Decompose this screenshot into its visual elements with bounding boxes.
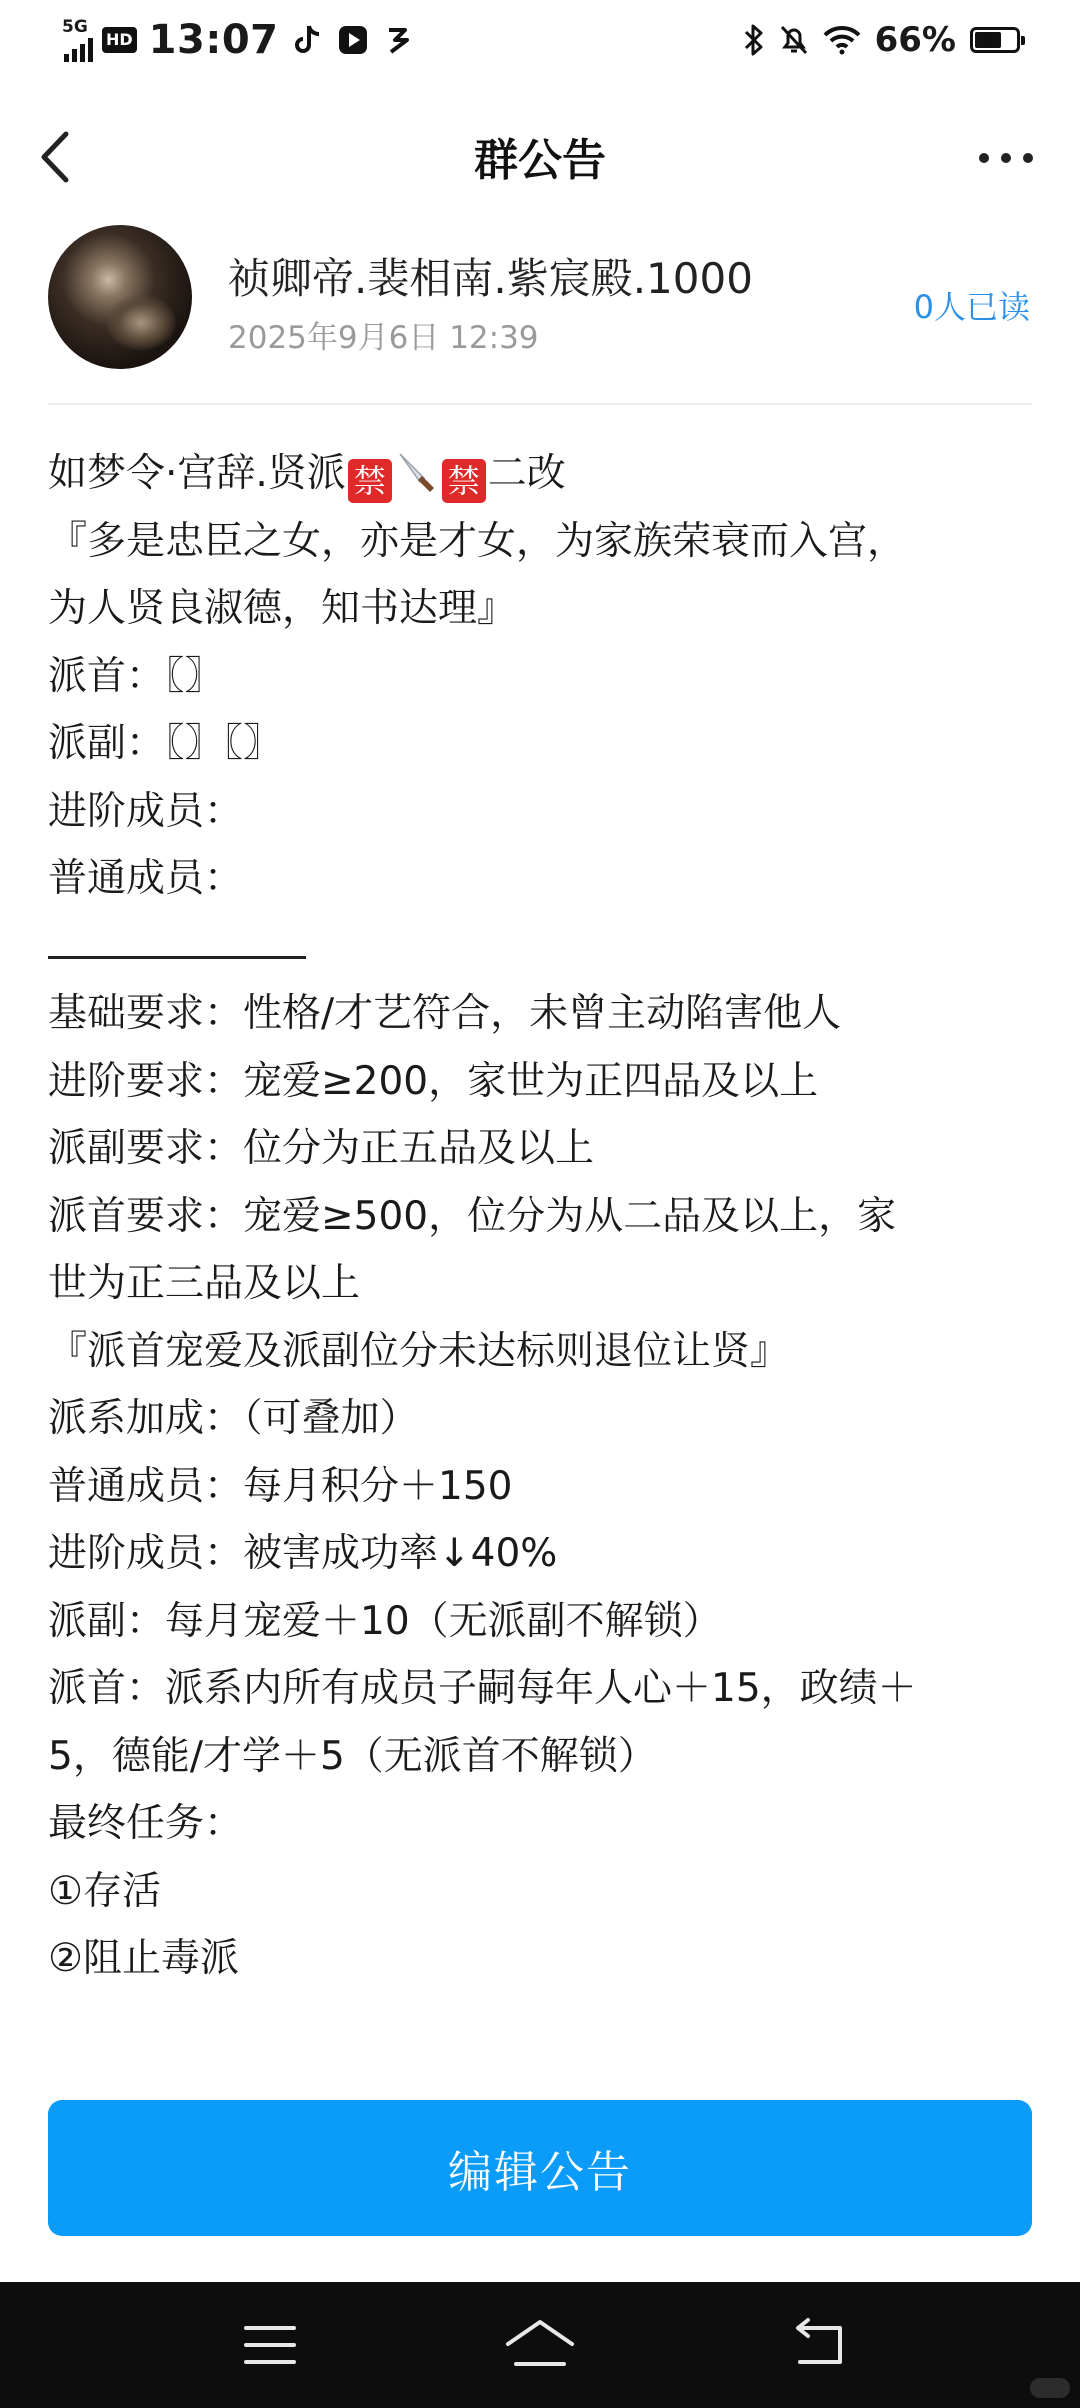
- more-button[interactable]: [956, 128, 1056, 188]
- nav-bar: [0, 80, 1080, 230]
- avatar[interactable]: [48, 225, 192, 369]
- wifi-icon: [823, 25, 861, 55]
- more-dots-icon: [979, 153, 989, 163]
- author-name[interactable]: 祯卿帝.裴相南.紫宸殿.1000: [228, 254, 753, 303]
- home-button[interactable]: [490, 2310, 590, 2380]
- menu-icon: [220, 2310, 320, 2380]
- announcement-line: 派系加成：（可叠加）: [48, 1396, 419, 1441]
- announcement-line: 派首：派系内所有成员子嗣每年人心＋15，政绩＋: [48, 1666, 917, 1711]
- announcement-line: 最终任务：: [48, 1801, 244, 1846]
- announcement-content: [48, 440, 1038, 1993]
- mute-bell-icon: [779, 24, 809, 56]
- announcement-line: 进阶要求：宠爱≥200，家世为正四品及以上: [48, 1058, 819, 1104]
- watermark-badge: [1030, 2378, 1070, 2398]
- back-icon: [770, 2310, 870, 2380]
- edit-announcement-button[interactable]: 编辑公告: [48, 2100, 1032, 2236]
- status-time: 13:07: [148, 17, 279, 63]
- announcement-line: 进阶成员：被害成功率↓40%: [48, 1531, 558, 1576]
- app-icon: [383, 24, 413, 56]
- announcement-line: 『多是忠臣之女，亦是才女，为家族荣衰而入宫，: [48, 518, 907, 564]
- battery-icon: [970, 27, 1020, 53]
- announcement-line: ②阻止毒派: [48, 1936, 239, 1981]
- announcement-line: 5，德能/才学＋5（无派首不解锁）: [48, 1733, 657, 1779]
- knife-icon: [394, 448, 440, 494]
- page-title: 群公告: [474, 135, 606, 186]
- tiktok-icon: [293, 24, 323, 56]
- read-count-link[interactable]: 0人已读: [913, 288, 1030, 326]
- announcement-line: ①存活: [48, 1868, 161, 1914]
- separator-line: [48, 913, 1038, 981]
- announcement-line: 普通成员：: [48, 856, 244, 901]
- announcement-line: 派首：〖〗: [48, 653, 224, 699]
- announcement-line: 派副要求：位分为正五品及以上: [48, 1126, 595, 1171]
- announcement-line: 普通成员：每月积分＋150: [48, 1463, 513, 1509]
- announcement-line: 世为正三品及以上: [48, 1261, 361, 1306]
- battery-percent: 66%: [874, 20, 956, 60]
- announcement-line: 基础要求：性格/才艺符合，未曾主动陷害他人: [48, 991, 842, 1036]
- bluetooth-icon: [743, 23, 765, 57]
- recent-apps-button[interactable]: [220, 2310, 320, 2380]
- ban-emoji: 禁: [348, 459, 392, 503]
- announcement-title: 如梦令·宫辞.贤派 禁 禁 二改: [48, 440, 1038, 508]
- signal-icon: [62, 16, 96, 62]
- ban-emoji: 禁: [442, 459, 486, 503]
- status-bar: [0, 0, 1080, 80]
- home-icon: [490, 2310, 590, 2380]
- announcement-line: 为人贤良淑德，知书达理』: [48, 586, 517, 631]
- announcement-line: 派副：〖〗〖〗: [48, 721, 283, 766]
- network-type: 5G: [62, 16, 88, 37]
- announcement-line: 进阶成员：: [48, 788, 244, 834]
- divider: [48, 403, 1032, 405]
- announcement-line: 派首要求：宠爱≥500，位分为从二品及以上，家: [48, 1193, 897, 1239]
- post-timestamp: 2025年9月6日 12:39: [228, 320, 539, 356]
- hd-badge: HD: [102, 27, 137, 53]
- announcement-line: 派副：每月宠爱＋10（无派副不解锁）: [48, 1598, 722, 1644]
- back-nav-button[interactable]: [770, 2310, 870, 2380]
- video-app-icon: [337, 24, 369, 56]
- announcement-line: 『派首宠爱及派副位分未达标则退位让贤』: [48, 1328, 790, 1374]
- system-nav-bar: [0, 2282, 1080, 2408]
